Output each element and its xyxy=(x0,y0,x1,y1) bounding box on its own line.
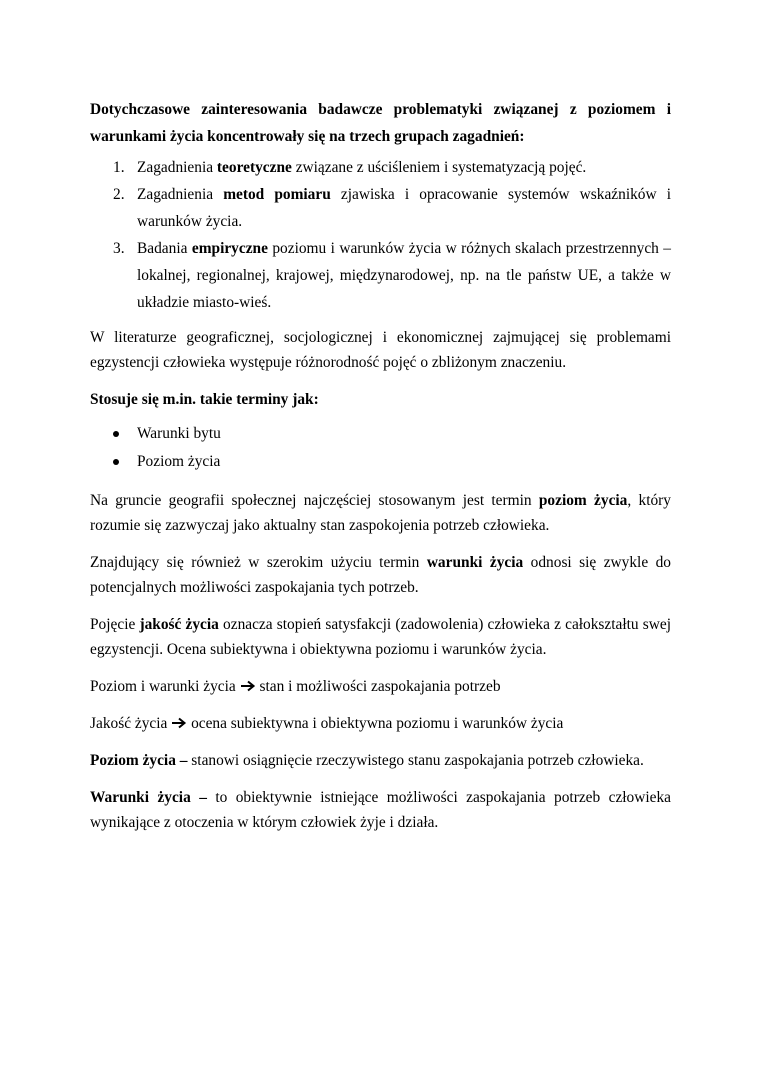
poziom-zycia-paragraph xyxy=(90,488,671,538)
list-item xyxy=(90,235,671,316)
arrow-line-right: stan i możliwości zaspokajania potrzeb xyxy=(259,678,501,695)
terms-heading-text: Stosuje się m.in. takie terminy jak: xyxy=(90,391,319,408)
paragraph-text: , który rozumie się zazwyczaj jako aktualny stan zaspokojenia potrzeb człowieka. xyxy=(90,492,671,534)
literature-paragraph: W literaturze geograficznej, socjologicznej i ekonomicznej zajmującej się problemami egzystencji człowieka występuje różnorodność pojęć o zbliżonym znaczeniu. xyxy=(90,329,671,371)
arrow-line-right: ocena subiektywna i obiektywna poziomu i warunków życia xyxy=(191,715,564,732)
list-text: poziomu i warunków życia w różnych skalach przestrzennych – lokalnej, regionalnej, krajowej, międzynarodowej, np. na tle państw UE, a także w układzie miasto-wieś. xyxy=(137,240,671,311)
definition-term: Poziom życia – xyxy=(90,752,188,769)
definition-text: to obiektywnie istniejące możliwości zaspokajania potrzeb człowieka wynikające z otoczenia w którym człowiek żyje i działa. xyxy=(90,789,671,831)
document-page xyxy=(90,96,671,835)
arrow-right-icon xyxy=(240,680,256,692)
numbered-list xyxy=(90,154,671,316)
list-bold-term: empiryczne xyxy=(191,240,268,257)
list-text: zjawiska i opracowanie systemów wskaźników i warunków życia. xyxy=(137,186,671,230)
warunki-zycia-paragraph xyxy=(90,550,671,600)
paragraph-text: oznacza stopień satysfakcji (zadowolenia) człowieka z całokształtu swej egzystencji. Ocena subiektywna i obiektywna poziomu i warunków życia. xyxy=(90,616,671,658)
list-bold-term: metod pomiaru xyxy=(223,186,331,203)
definition-warunki-zycia xyxy=(90,785,671,835)
paragraph-text: odnosi się zwykle do potencjalnych możliwości zaspokajania tych potrzeb. xyxy=(90,554,671,596)
list-text: Badania xyxy=(137,240,192,257)
paragraph-text: Znajdujący się również w szerokim użyciu termin xyxy=(90,554,427,571)
bullet-text: Warunki bytu xyxy=(137,425,221,442)
list-number: 1. xyxy=(113,159,125,176)
list-text: Zagadnienia xyxy=(137,186,224,203)
bold-term: warunki życia xyxy=(426,554,524,571)
bullet-icon xyxy=(113,459,119,465)
terms-heading xyxy=(90,387,671,412)
list-text: Zagadnienia xyxy=(137,159,217,176)
list-text: związane z uściśleniem i systematyzacją pojęć. xyxy=(291,159,587,176)
definition-poziom-zycia xyxy=(90,748,671,773)
arrow-line-poziom xyxy=(90,674,671,699)
bullet-list xyxy=(90,420,671,476)
list-number: 3. xyxy=(113,240,125,257)
intro-paragraph: Dotychczasowe zainteresowania badawcze problematyki związanej z poziomem i warunkami życia koncentrowały się na trzech grupach zagadnień: xyxy=(90,101,671,145)
arrow-line-left: Poziom i warunki życia xyxy=(90,678,236,695)
bold-term: jakość życia xyxy=(139,616,219,633)
paragraph-text: Pojęcie xyxy=(90,616,140,633)
bullet-icon xyxy=(113,431,119,437)
jakosc-zycia-paragraph xyxy=(90,612,671,662)
definition-text: stanowi osiągnięcie rzeczywistego stanu zaspokajania potrzeb człowieka. xyxy=(187,752,644,769)
list-number: 2. xyxy=(113,186,125,203)
bold-term: poziom życia xyxy=(538,492,628,509)
bullet-text: Poziom życia xyxy=(137,453,221,470)
list-item xyxy=(90,154,671,181)
list-bold-term: teoretyczne xyxy=(216,159,292,176)
list-item xyxy=(90,181,671,235)
definition-term: Warunki życia – xyxy=(90,789,207,806)
list-item xyxy=(90,448,671,476)
arrow-line-left: Jakość życia xyxy=(90,715,168,732)
arrow-right-icon xyxy=(171,717,187,729)
paragraph-text: Na gruncie geografii społecznej najczęściej stosowanym jest termin xyxy=(90,492,539,509)
arrow-line-jakosc xyxy=(90,711,671,736)
list-item xyxy=(90,420,671,448)
